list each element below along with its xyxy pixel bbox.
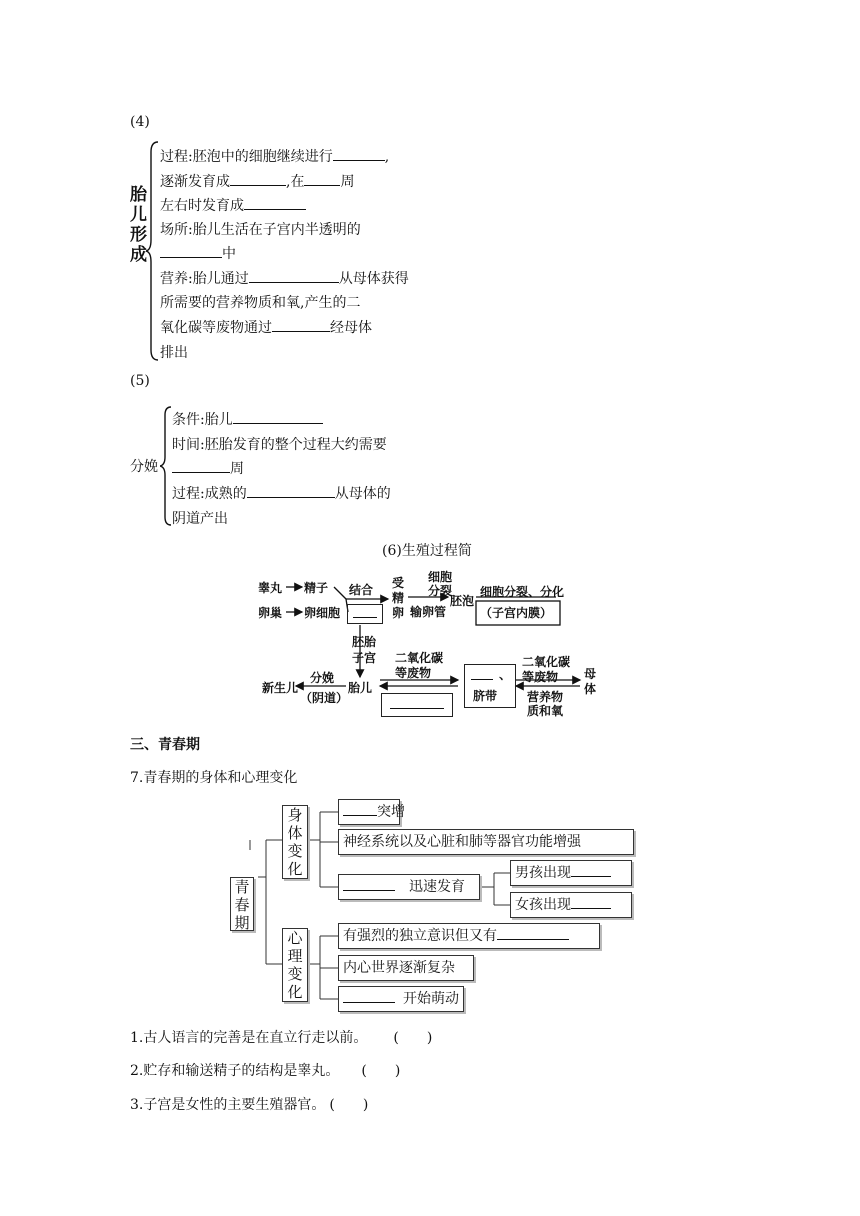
label-peitai: 胚胎 子宫 [352,635,377,665]
label-co2-left: 二氧化碳 等废物 [395,651,444,680]
s5-line1: 条件:胎儿 [172,409,323,429]
tree-root: 青 春 期 [230,877,254,931]
label-peipao: 胚泡 [450,594,475,608]
diagram-caption: (6)生殖过程简 [382,543,472,559]
label-xinshenger: 新生儿 [262,681,299,695]
girl-item: 女孩出现 [510,892,632,918]
mind-item-3: 开始萌动 [338,986,464,1012]
section-5-number: (5) [130,373,150,389]
blank[interactable] [471,679,493,680]
label-qidai: 脐带 [473,689,498,703]
blank[interactable] [249,270,339,283]
label-fenmian: 分娩 [310,671,335,685]
mind-item-2: 内心世界逐渐复杂 [338,955,474,981]
section-5-title: 分娩 [130,459,158,475]
label-muti: 母 体 [584,667,597,696]
blank[interactable] [304,173,340,186]
s4-line9: 排出 [160,345,188,361]
s4-line5: 中 [160,243,236,263]
blank[interactable] [233,411,323,424]
judge-2: 2.贮存和输送精子的结构是睾丸。 ( ) [130,1063,401,1079]
blank[interactable] [244,197,306,210]
s4-line3: 左右时发育成 [160,195,306,215]
blank-box-1[interactable] [347,604,383,624]
blank[interactable] [172,460,230,473]
answer-paren[interactable]: ( ) [361,1063,401,1079]
blank[interactable] [343,803,377,816]
blank[interactable] [272,319,330,332]
blank[interactable] [497,927,569,940]
tree-body-node: 身 体 变 化 [282,805,308,879]
label-zigongneimo: （子宫内膜） [480,606,553,620]
body-item-1: 突增 [338,799,400,825]
section-4-title: 胎 儿 形 成 [130,185,147,265]
boy-item: 男孩出现 [510,860,632,886]
blank-box-2[interactable] [381,693,453,717]
label-luanxibao: 卵细胞 [304,606,341,620]
s5-line3: 周 [172,458,244,478]
s4-line1: 过程:胚泡中的细胞继续进行 , [160,149,390,165]
label-jingzi: 精子 [304,581,329,595]
s4-line4: 场所:胎儿生活在子宫内半透明的 [160,222,361,238]
judge-3: 3.子宫是女性的主要生殖器官。 ( ) [130,1097,369,1113]
s4-line2: 逐渐发育成 ,在 周 [160,174,355,190]
label-jiehe: 结合 [349,583,374,597]
answer-paren[interactable]: ( ) [329,1097,369,1113]
body-item-2: 神经系统以及心脏和肺等器官功能增强 [338,829,634,855]
label-xibaofenlie: 细胞 分裂 [428,570,453,598]
label-taier: 胎儿 [348,681,373,695]
blank[interactable] [160,245,222,258]
label-co2-right: 二氧化碳 等废物 [522,655,571,684]
label-yingyang: 营养物 质和氧 [527,690,564,718]
label-gaowan: 睾丸 [258,581,283,595]
blank[interactable] [247,485,335,498]
brace-4 [146,140,160,362]
section-4-number: (4) [130,114,150,130]
s5-line5: 阴道产出 [172,511,228,527]
s4-line6: 营养:胎儿通过 从母体获得 [160,271,409,287]
label-luanchao: 卵巢 [258,606,283,620]
brace-5 [160,405,172,527]
s5-line4: 过程:成熟的 从母体的 [172,486,391,502]
blank[interactable] [571,896,611,909]
s5-line2: 时间:胚胎发育的整个过程大约需要 [172,437,387,453]
q7-title: 7.青春期的身体和心理变化 [130,770,298,786]
label-shoujingluan: 受 精 卵 [392,576,405,620]
blank[interactable] [230,173,286,186]
answer-paren[interactable]: ( ) [393,1030,433,1046]
judge-1: 1.古人语言的完善是在直立行走以前。 ( ) [130,1030,433,1046]
label-yindao: （阴道） [300,691,349,705]
section-heading: 三、青春期 [130,737,200,753]
s4-line7: 所需要的营养物质和氧,产生的二 [160,295,361,311]
blank[interactable] [333,148,385,161]
blank[interactable] [343,878,395,891]
blank[interactable] [571,864,611,877]
label-dun: 、 [499,668,512,682]
label-shuluanguan: 输卵管 [410,605,447,619]
blank[interactable] [343,990,395,1003]
mind-item-1: 有强烈的独立意识但又有 [338,923,600,949]
tree-mind-node: 心 理 变 化 [282,928,308,1002]
label-fenlie-fenhua: 细胞分裂、分化 [480,585,565,599]
s4-line8: 氧化碳等废物通过 经母体 [160,320,372,336]
body-item-3: 迅速发育 [338,874,480,900]
